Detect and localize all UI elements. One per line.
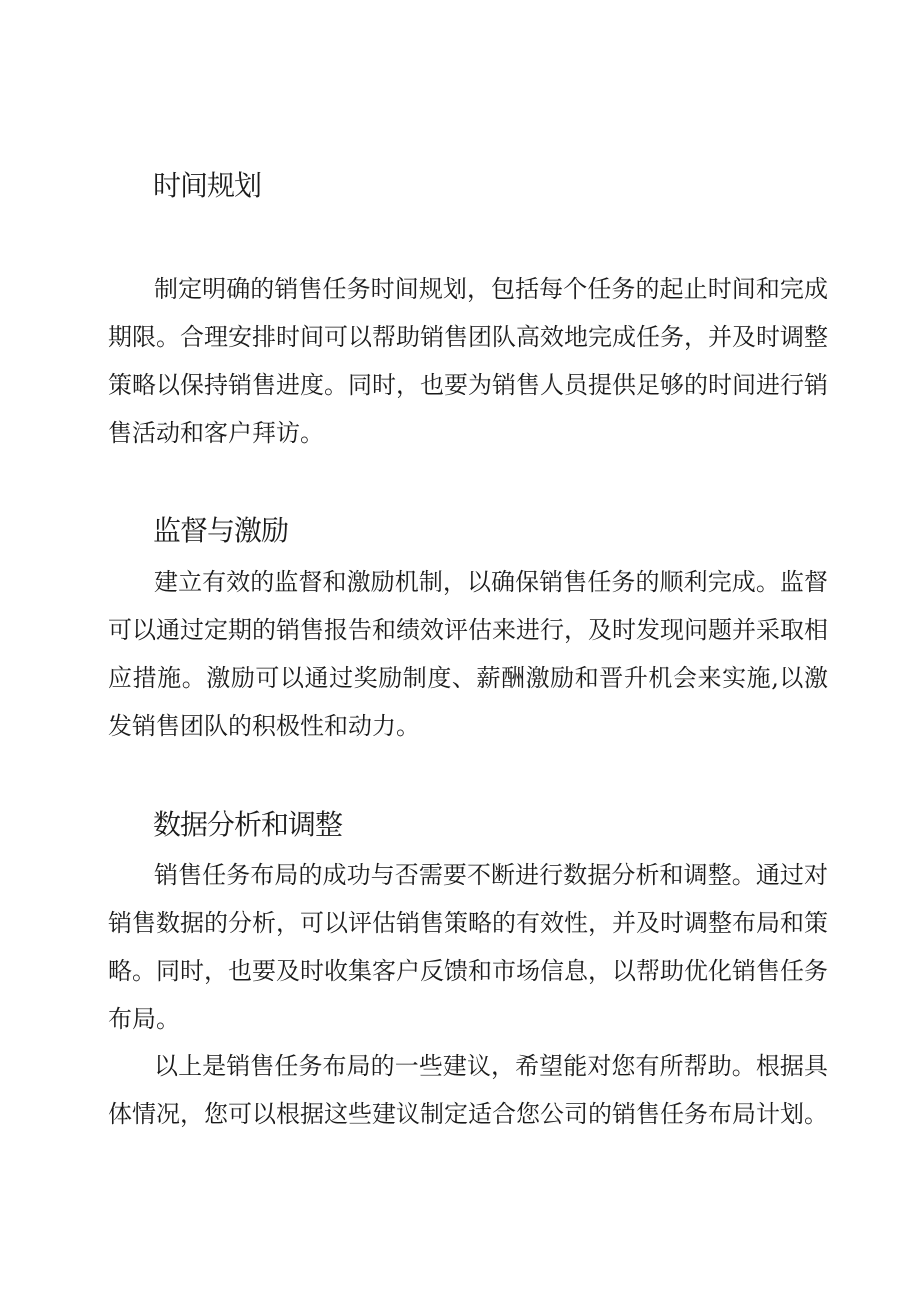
- conclusion-paragraph: 以上是销售任务布局的一些建议，希望能对您有所帮助。根据具体情况，您可以根据这些建议制定适合您公司的销售任务布局计划。: [108, 1052, 828, 1128]
- section-body-time-planning: 制定明确的销售任务时间规划，包括每个任务的起止时间和完成期限。合理安排时间可以帮助销售团队高效地完成任务，并及时调整策略以保持销售进度。同时，也要为销售人员提供足够的时间进行销售活动和客户拜访。: [108, 275, 828, 447]
- section-body-supervision: 建立有效的监督和激励机制，以确保销售任务的顺利完成。监督可以通过定期的销售报告和绩效评估来进行，及时发现问题并采取相应措施。激励可以通过奖励制度、薪酬激励和晋升机会来实施,以激发销售团队的积极性和动力。: [108, 568, 828, 740]
- section-body-data-analysis: 销售任务布局的成功与否需要不断进行数据分析和调整。通过对销售数据的分析，可以评估销售策略的有效性，并及时调整布局和策略。同时，也要及时收集客户反馈和市场信息，以帮助优化销售任务布局。: [108, 861, 828, 1033]
- section-heading-data-analysis: 数据分析和调整: [153, 808, 343, 841]
- section-heading-time-planning: 时间规划: [153, 169, 262, 202]
- section-heading-supervision: 监督与激励: [153, 514, 289, 547]
